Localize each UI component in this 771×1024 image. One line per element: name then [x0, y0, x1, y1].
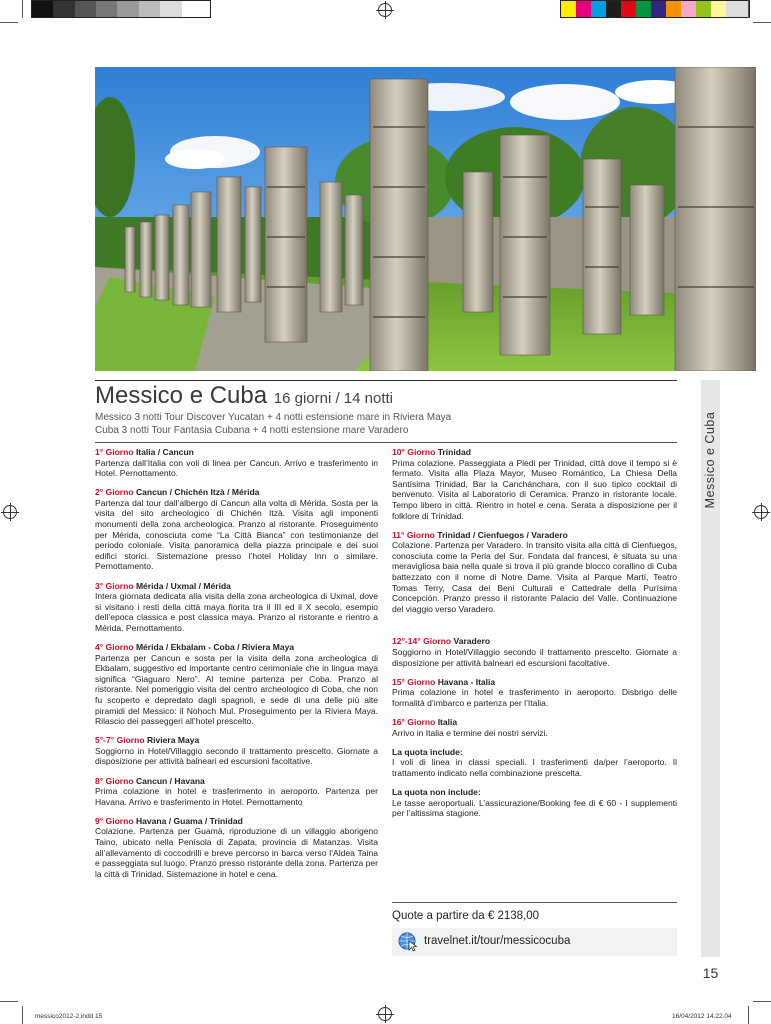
- itinerary-day: [392, 677, 677, 709]
- crop-mark: [22, 0, 23, 18]
- day-place: Trinidad / Cienfuegos / Varadero: [437, 529, 568, 540]
- includes-heading: La quota include:: [392, 746, 463, 757]
- day-heading: [95, 447, 378, 458]
- day-number: 9° Giorno: [95, 815, 134, 826]
- day-heading: [392, 717, 677, 728]
- day-place: Havana - Italia: [437, 676, 496, 687]
- day-number: 12°-14° Giorno: [392, 636, 452, 647]
- crop-mark: [753, 1001, 771, 1002]
- day-heading: [95, 776, 378, 787]
- itinerary-day: [392, 447, 677, 521]
- day-place: Italia / Cancun: [135, 447, 194, 457]
- day-number: 8° Giorno: [95, 775, 134, 786]
- day-number: 3° Giorno: [95, 580, 134, 591]
- day-heading: [392, 530, 677, 541]
- day-text: Partenza dall’Italia con voli di linea per Cancun. Arrivo e trasferimento in Hotel. Pernottamento.: [95, 457, 378, 479]
- day-heading: [95, 487, 378, 498]
- day-heading: [95, 735, 378, 746]
- day-place: Italia: [437, 716, 458, 727]
- itinerary-day: [95, 447, 378, 479]
- itinerary-day: [95, 735, 378, 767]
- day-text: Colazione. Partenza per Varadero. In transito visita alla città di Cienfuegos, conosciuta come la Perla del Sur. Fondata dai francesi, è situata su una meravigliosa baia nella quale si trova il più grande blocco corallino di Cuba battezzato con il nome di Notre Dame. Visita al Parque Martí, Teatro Tomas Terry, Casa dei Beni Culturali e Cattedrale della Purísima Concepción. Pranzo presso il ristorante Palacio del Valle. Continuazione del viaggio verso Varadero.: [392, 540, 677, 614]
- day-place: Varadero: [453, 636, 491, 647]
- day-number: 2° Giorno: [95, 487, 134, 498]
- color-calibration-bar: [560, 0, 750, 18]
- crop-mark: [748, 1006, 749, 1024]
- page-title: [95, 382, 393, 410]
- crop-mark: [0, 1001, 18, 1002]
- title-text: Messico e Cuba: [95, 382, 268, 409]
- day-heading: [95, 816, 378, 827]
- itinerary-right-column: [392, 447, 677, 827]
- title-duration: 16 giorni / 14 notti: [273, 390, 393, 407]
- day-place: Riviera Maya: [146, 735, 200, 746]
- side-tab-label: Messico e Cuba: [703, 411, 717, 509]
- day-place: Mérida / Ekbalam - Coba / Riviera Maya: [135, 642, 295, 652]
- registration-mark-left: [3, 505, 17, 519]
- crop-mark: [748, 0, 749, 18]
- subtitle-rule: [95, 442, 677, 443]
- day-number: 15° Giorno: [392, 676, 436, 687]
- subtitle-line: Cuba 3 notti Tour Fantasia Cubana + 4 notti estensione mare Varadero: [95, 424, 409, 436]
- day-text: Prima colazione in hotel e trasferimento in aeroporto. Partenza per Havana. Arrivo e trasferimento in Hotel. Pernottamento: [95, 786, 378, 807]
- day-number: 5°-7° Giorno: [95, 735, 145, 746]
- includes-section: [392, 747, 677, 779]
- excludes-text: Le tasse aeroportuali. L’assicurazione/Booking fee di € 60 - I supplementi per l’altissima stagione.: [392, 797, 677, 819]
- excludes-section: [392, 787, 677, 819]
- price-rule: [392, 902, 677, 903]
- itinerary-day: [392, 636, 677, 668]
- footer-file: messico2012-2.indd 15: [35, 1013, 103, 1020]
- day-number: 4° Giorno: [95, 642, 134, 652]
- registration-mark-bottom: [378, 1007, 392, 1021]
- subtitle: [95, 412, 675, 437]
- day-place: Cancun / Chichén Itzà / Mérida: [135, 487, 260, 498]
- itinerary-day: [95, 642, 378, 727]
- registration-mark-right: [754, 505, 768, 519]
- globe-cursor-icon: [398, 932, 418, 952]
- link-row[interactable]: [392, 928, 677, 956]
- itinerary-day: [95, 581, 378, 634]
- tour-link[interactable]: travelnet.it/tour/messicocuba: [424, 935, 571, 947]
- crop-mark: [753, 22, 771, 23]
- title-rule: [95, 380, 677, 381]
- day-heading: [392, 447, 677, 458]
- day-heading: [392, 636, 677, 647]
- includes-text: I voli di linea in classi speciali. I trasferimenti da/per l’aeroporto. Il trattamento indicato nella combinazione prescelta.: [392, 757, 677, 778]
- itinerary-left-column: [95, 447, 378, 888]
- day-text: Prima colazione. Passeggiata a Piedi per Trinidad, città dove il tempo si è fermato. Visita alla Plaza Mayor, Museo Romántico, La Chiesa Della Santísima Trinidad, Bar la Canchánchara, con il suo tipico cocktail di benvenuto. Visita al Laboratorio di Ceramica. Pranzo in ristorante locale. Tempo libero in città. Rientro in hotel e cena. Serata a disposizione per il folklore di Trinidad.: [392, 457, 677, 521]
- day-text: Soggiorno in Hotel/Villaggio secondo il trattamento prescelto. Giornate a disposizione per attività balneari ed escursioni facoltative.: [95, 745, 378, 767]
- price-text: Quote a partire da € 2138,00: [392, 910, 540, 922]
- hero-photo-columns: [95, 67, 756, 371]
- crop-mark: [22, 1006, 23, 1024]
- subtitle-line: Messico 3 notti Tour Discover Yucatan + 4 notti estensione mare in Riviera Maya: [95, 412, 452, 423]
- day-number: 11° Giorno: [392, 529, 435, 540]
- day-heading: [392, 677, 677, 688]
- page-number: 15: [702, 965, 719, 981]
- itinerary-day: [95, 776, 378, 808]
- grey-calibration-bar: [31, 0, 211, 18]
- day-number: 1° Giorno: [95, 447, 134, 457]
- day-text: Prima colazione in hotel e trasferimento in aeroporto. Disbrigo delle formalità d’imbarco e partenza per l’Italia.: [392, 687, 677, 708]
- day-text: Partenza per Cancun e sosta per la visita della zona archeologica di Ekbalam, suggestivo ed importante centro cerimoniale che in lingua maya significa “Giaguaro Nero”. Al temine partenza per Coba. Pranzo al ristorante. Nel pomeriggio visita del centro archeologico di Coba, che non fu scoperto e depredato dagli spagnoli, e sede di una delle più alte piramidi del Messico: il Nohoch Mul. Proseguimento per la Riviera Maya. Rilascio dei passeggeri all’hotel prescelto.: [95, 652, 378, 727]
- registration-mark-top: [378, 3, 392, 17]
- excludes-heading: La quota non include:: [392, 786, 481, 797]
- day-place: Trinidad: [437, 447, 471, 457]
- day-number: 16° Giorno: [392, 716, 436, 727]
- itinerary-day: [392, 717, 677, 738]
- day-text: Partenza dal tour dall’albergo di Cancun alla volta di Mérida. Sosta per la visita del sito archeologico di Chichén Itzà. Visita agli imponenti monumenti della zona archeologica. Pranzo al ristorante. Proseguimento per Mérida, conosciuta come “La Città Bianca” con testimonianze del periodo coloniale. Visita panoramica della piazza principale e dei suoi edifici storici. Sistemazione presso l’hotel Holiday Inn o similare. Pernottamento.: [95, 497, 378, 572]
- footer-date: 16/04/2012 14.22.04: [672, 1013, 732, 1020]
- crop-mark: [0, 22, 18, 23]
- day-text: Colazione. Partenza per Guamà, riproduzione di un villaggio aborigeno Taino, ubicato nella Penísola di Zapata, provincia di Matanzas. Visita all’allevamento di coccodrilli e breve percorso in barca verso l’Aldea Taina e passeggiata sul luogo. Pranzo presso ristorante della zona. Partenza per la città di Trinidad. Sistemazione in hotel e cena.: [95, 826, 378, 879]
- day-text: Soggiorno in Hotel/Villaggio secondo il trattamento prescelto. Giornate a disposizione per attività balneari ed escursioni facoltative.: [392, 647, 677, 668]
- day-number: 10° Giorno: [392, 447, 436, 457]
- day-heading: [95, 642, 378, 653]
- day-place: Cancun / Havana: [135, 775, 205, 786]
- itinerary-day: [392, 530, 677, 615]
- day-place: Mérida / Uxmal / Mérida: [135, 580, 231, 591]
- day-place: Havana / Guama / Trinidad: [135, 815, 243, 826]
- itinerary-day: [95, 816, 378, 880]
- day-text: Intera giornata dedicata alla visita della zona archeologica di Uxmal, dove si visitano i resti della città maya fiorita tra il III ed il X secolo, esempio dell’epoca classica e post classica maya. Pranzo al ristorante e rientro a Mérida. Pernottamento.: [95, 591, 378, 633]
- day-text: Arrivo in Italia e termine dei nostri servizi.: [392, 727, 548, 738]
- itinerary-day: [95, 487, 378, 572]
- day-heading: [95, 581, 378, 592]
